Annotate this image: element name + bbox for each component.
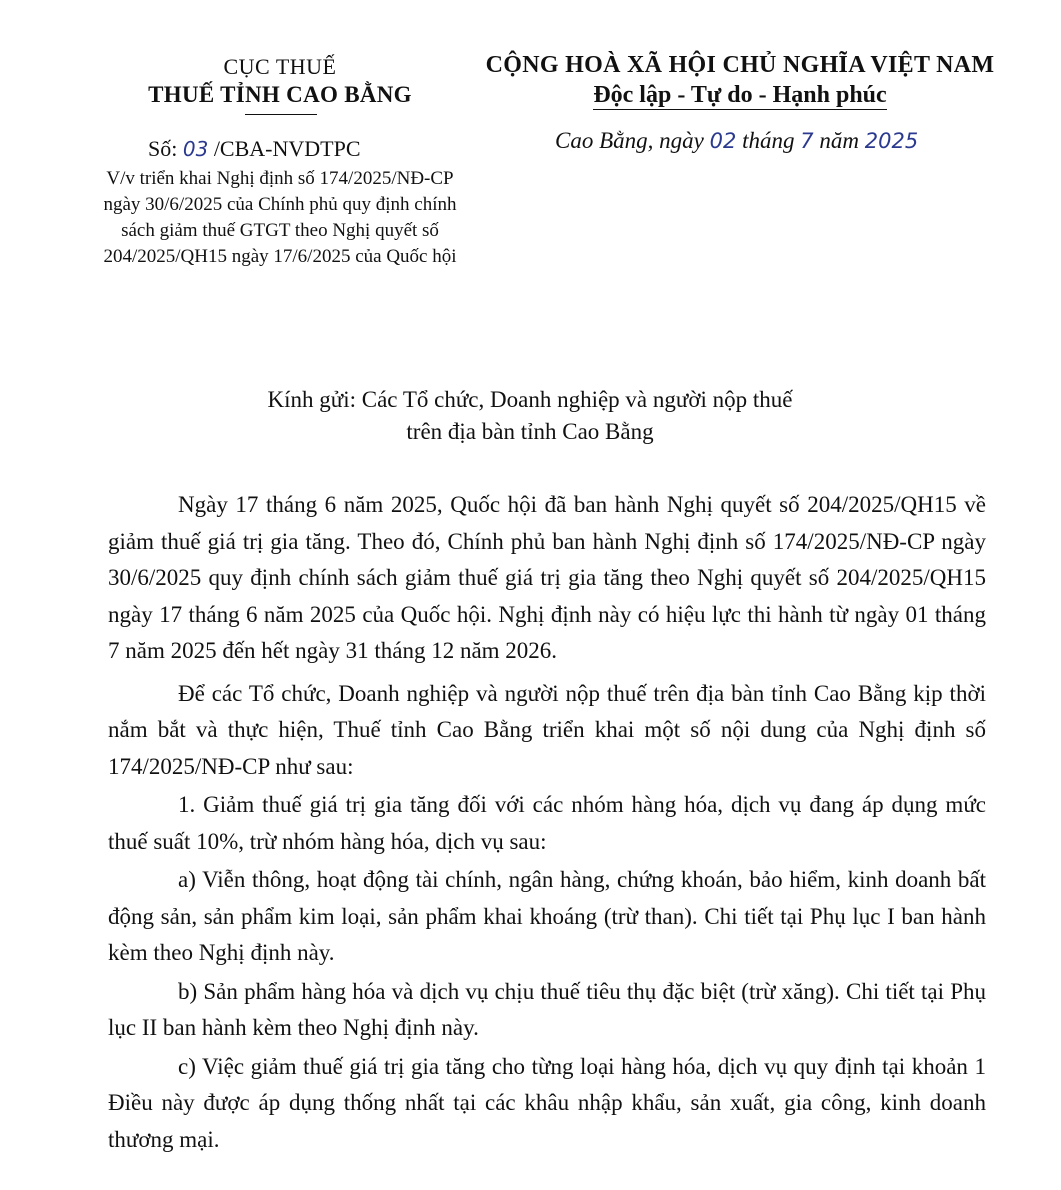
date-day: 02 bbox=[709, 129, 737, 153]
document-body bbox=[108, 487, 986, 1160]
national-title: CỘNG HOÀ XÃ HỘI CHỦ NGHĨA VIỆT NAM bbox=[485, 52, 995, 78]
recipient-line-1: Kính gửi: Các Tổ chức, Doanh nghiệp và người nộp thuế bbox=[267, 387, 793, 412]
date-year-label: năm bbox=[813, 128, 865, 153]
document-number-suffix: /CBA-NVDTPC bbox=[208, 136, 361, 161]
date-month-label: tháng bbox=[736, 128, 801, 153]
document-number bbox=[148, 136, 361, 162]
document-number-prefix: Số: bbox=[148, 136, 183, 161]
body-paragraph: b) Sản phẩm hàng hóa và dịch vụ chịu thuế tiêu thụ đặc biệt (trừ xăng). Chi tiết tại Phụ lục II ban hành kèm theo Nghị định này. bbox=[108, 978, 986, 1040]
body-paragraph: c) Việc giảm thuế giá trị gia tăng cho từng loại hàng hóa, dịch vụ quy định tại khoản 1 Điều này được áp dụng thống nhất tại các khâu nhập khẩu, sản xuất, gia công, kinh doanh thương mại. bbox=[108, 1053, 986, 1152]
date-place: Cao Bằng, ngày bbox=[555, 128, 710, 153]
national-motto-text: Độc lập - Tự do - Hạnh phúc bbox=[593, 82, 887, 108]
agency-divider bbox=[245, 114, 317, 115]
national-motto bbox=[460, 82, 1020, 109]
recipient-block bbox=[100, 384, 960, 448]
agency-subname: THUẾ TỈNH CAO BẰNG bbox=[148, 82, 412, 107]
date-year: 2025 bbox=[864, 129, 919, 153]
body-paragraph: 1. Giảm thuế giá trị gia tăng đối với các nhóm hàng hóa, dịch vụ đang áp dụng mức thuế suất 10%, trừ nhóm hàng hóa, dịch vụ sau: bbox=[108, 792, 986, 854]
document-subject: V/v triển khai Nghị định số 174/2025/NĐ-CP ngày 30/6/2025 của Chính phủ quy định chính sách giảm thuế GTGT theo Nghị quyết số 204/2025/QH15 ngày 17/6/2025 của Quốc hội bbox=[103, 168, 457, 267]
body-paragraph: a) Viễn thông, hoạt động tài chính, ngân hàng, chứng khoán, bảo hiểm, kinh doanh bất động sản, sản phẩm kim loại, sản phẩm khai khoáng (trừ than). Chi tiết tại Phụ lục I ban hành kèm theo Nghị định này. bbox=[108, 867, 986, 965]
document-date bbox=[555, 128, 918, 154]
body-paragraph: Để các Tổ chức, Doanh nghiệp và người nộp thuế trên địa bàn tỉnh Cao Bằng kịp thời nắm bắt và thực hiện, Thuế tỉnh Cao Bằng triển khai một số nội dung của Nghị định số 174/2025/NĐ-CP như sau: bbox=[108, 680, 986, 779]
recipient-line-2: trên địa bàn tỉnh Cao Bằng bbox=[406, 419, 654, 444]
agency-name: CỤC THUẾ bbox=[223, 54, 337, 79]
document-number-handwritten: 03 bbox=[182, 137, 209, 161]
body-paragraph: Ngày 17 tháng 6 năm 2025, Quốc hội đã ban hành Nghị quyết số 204/2025/QH15 về giảm thuế giá trị gia tăng. Theo đó, Chính phủ ban hành Nghị định số 174/2025/NĐ-CP ngày 30/6/2025 quy định chính sách giảm thuế giá trị gia tăng theo Nghị quyết số 204/2025/QH15 ngày 17 tháng 6 năm 2025 của Quốc hội. Nghị định này có hiệu lực thi hành từ ngày 01 tháng 7 năm 2025 đến hết ngày 31 tháng 12 năm 2026. bbox=[108, 492, 986, 663]
date-month: 7 bbox=[800, 129, 814, 153]
